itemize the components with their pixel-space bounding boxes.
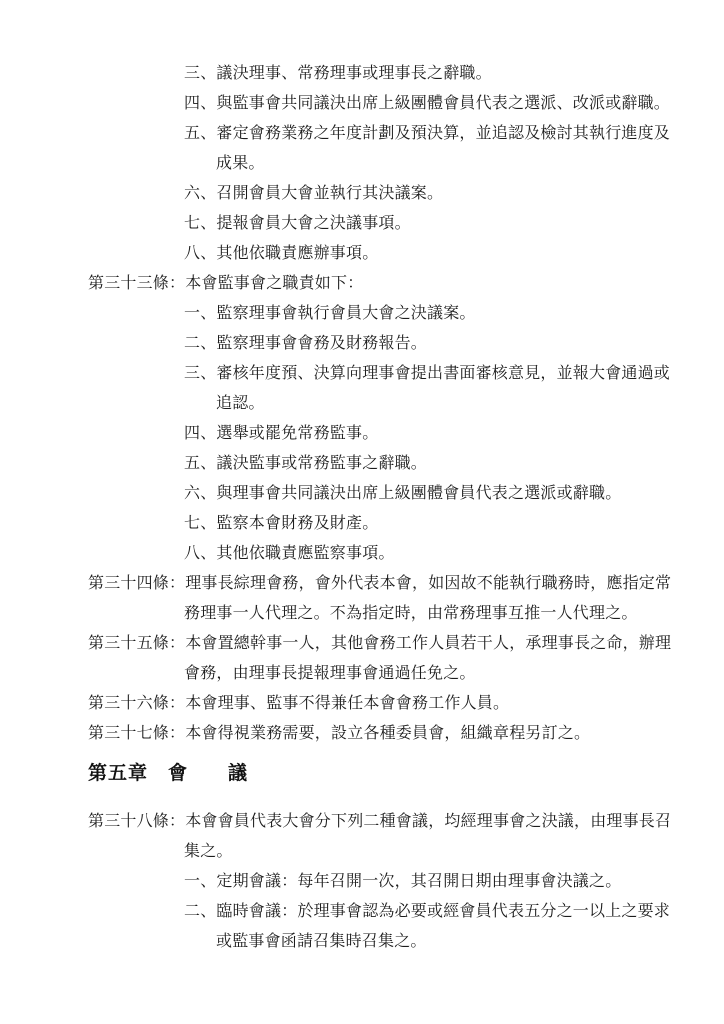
article-line: 第三十七條：本會得視業務需要，設立各種委員會，組織章程另訂之。 xyxy=(88,723,591,742)
list-item-line: 五、議決監事或常務監事之辭職。 xyxy=(184,453,428,472)
list-item-line: 八、其他依職責應辦事項。 xyxy=(184,243,379,262)
article-line: 第三十五條：本會置總幹事一人，其他會務工作人員若干人，承理事長之命，辦理 xyxy=(88,633,672,652)
list-item-line: 三、審核年度預、決算向理事會提出書面審核意見，並報大會通過或 xyxy=(184,363,671,382)
continuation-line: 成果。 xyxy=(216,153,265,172)
continuation-line: 會務，由理事長提報理事會通過任免之。 xyxy=(184,663,476,682)
list-item-line: 六、與理事會共同議決出席上級團體會員代表之選派或辭職。 xyxy=(184,483,622,502)
document-body xyxy=(0,58,724,956)
chapter-heading: 第五章 會 議 xyxy=(88,762,249,784)
article-line: 第三十八條：本會會員代表大會分下列二種會議，均經理事會之決議，由理事長召 xyxy=(88,811,672,830)
continuation-line: 追認。 xyxy=(216,393,265,412)
list-item-line: 七、提報會員大會之決議事項。 xyxy=(184,213,411,232)
list-item-line: 八、其他依職責應監察事項。 xyxy=(184,543,395,562)
continuation-line: 務理事一人代理之。不為指定時，由常務理事互推一人代理之。 xyxy=(184,603,638,622)
list-item-line: 七、監察本會財務及財產。 xyxy=(184,513,379,532)
list-item-line: 四、與監事會共同議決出席上級團體會員代表之選派、改派或辭職。 xyxy=(184,93,671,112)
list-item-line: 一、定期會議：每年召開一次，其召開日期由理事會決議之。 xyxy=(184,871,622,890)
list-item-line: 二、監察理事會會務及財務報告。 xyxy=(184,333,428,352)
list-item-line: 三、議決理事、常務理事或理事長之辭職。 xyxy=(184,63,492,82)
continuation-line: 或監事會函請召集時召集之。 xyxy=(216,931,427,950)
list-item-line: 一、監察理事會執行會員大會之決議案。 xyxy=(184,303,476,322)
article-line: 第三十四條：理事長綜理會務，會外代表本會，如因故不能執行職務時，應指定常 xyxy=(88,573,672,592)
list-item-line: 二、臨時會議：於理事會認為必要或經會員代表五分之一以上之要求 xyxy=(184,901,671,920)
article-line: 第三十六條：本會理事、監事不得兼任本會會務工作人員。 xyxy=(88,693,510,712)
list-item-line: 五、審定會務業務之年度計劃及預決算，並追認及檢討其執行進度及 xyxy=(184,123,671,142)
list-item-line: 四、選舉或罷免常務監事。 xyxy=(184,423,379,442)
continuation-line: 集之。 xyxy=(184,841,233,860)
list-item-line: 六、召開會員大會並執行其決議案。 xyxy=(184,183,444,202)
article-line: 第三十三條：本會監事會之職責如下： xyxy=(88,273,364,292)
